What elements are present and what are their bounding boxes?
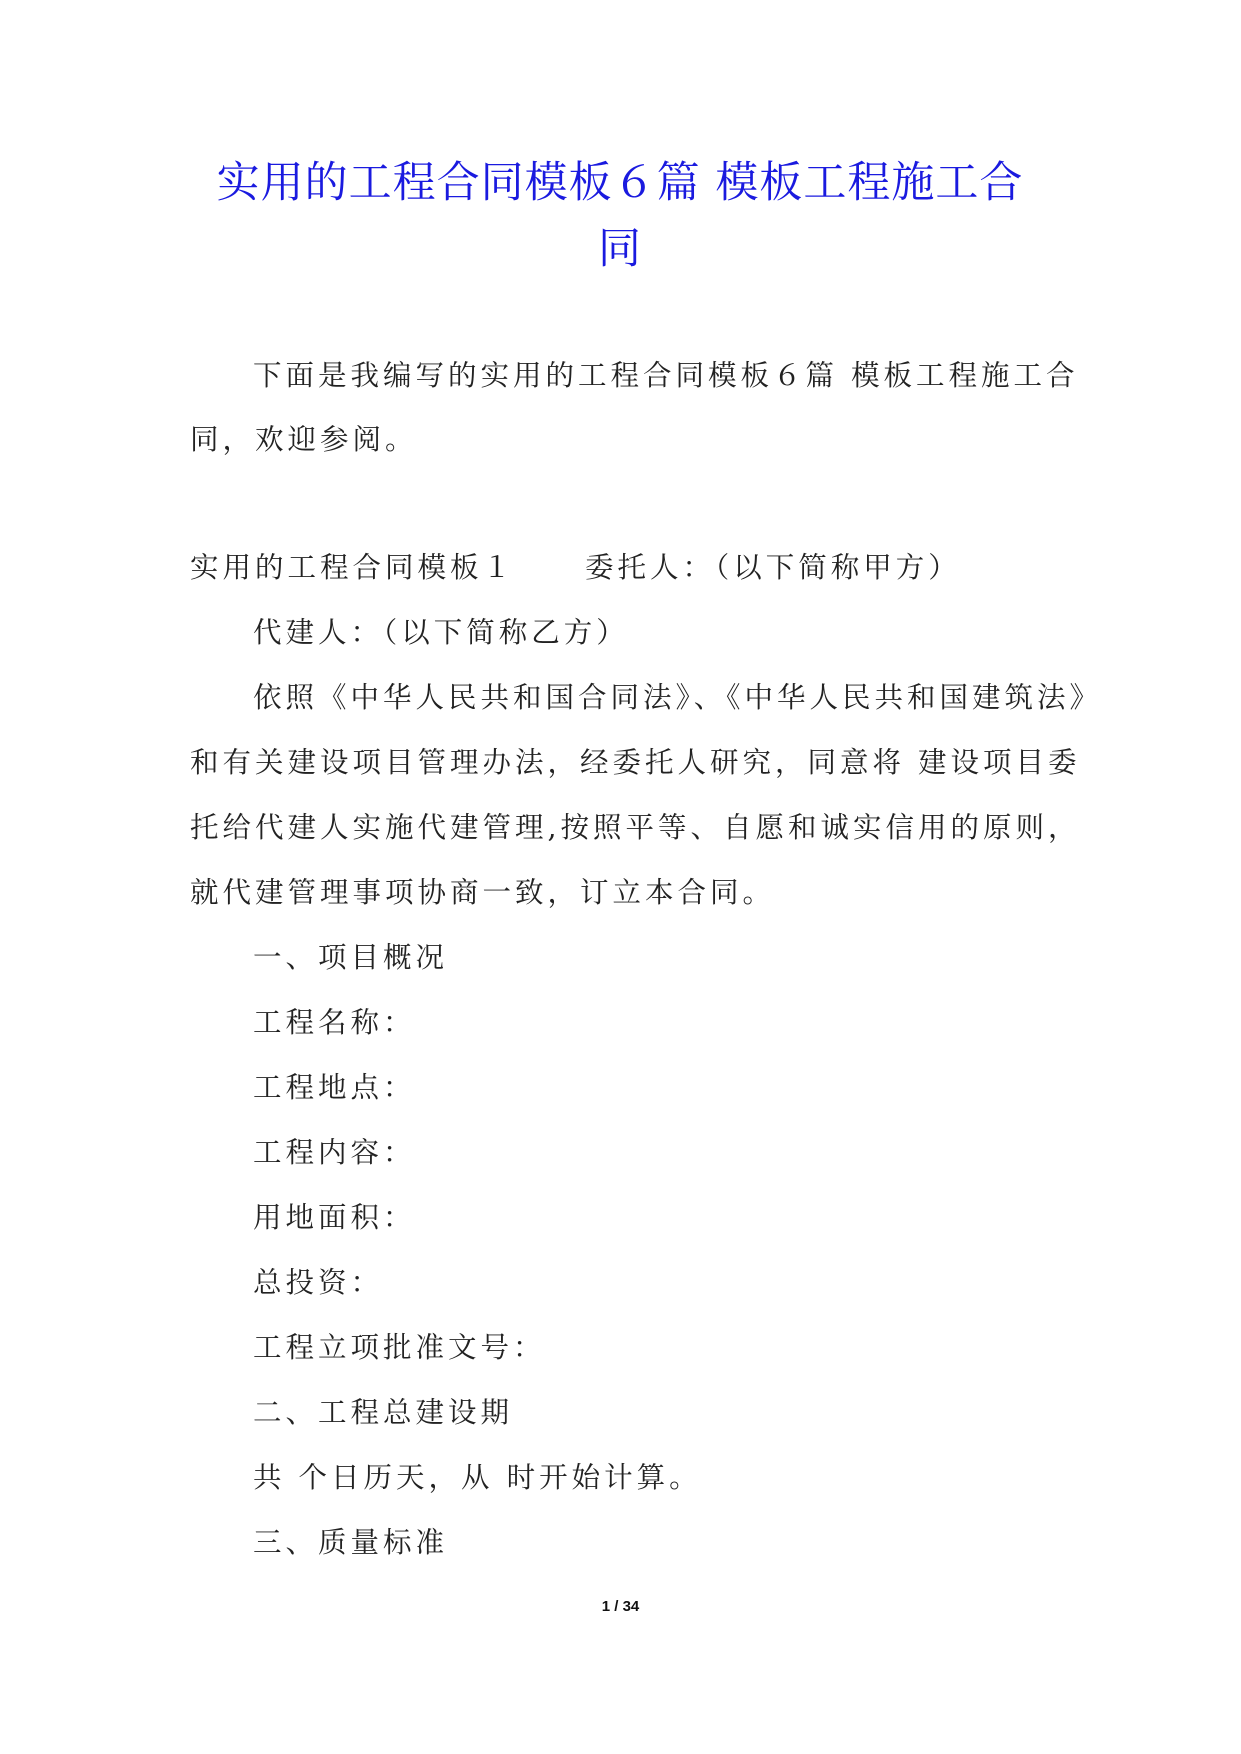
section-heading-row (190, 548, 961, 588)
section-heading: 实用的工程合同模板１ (190, 551, 516, 584)
field-project-location: 工程地点： (253, 1071, 416, 1104)
client-label: 委托人：（以下简称甲方） (585, 551, 961, 584)
paragraph-1-line-1: 依照《中华人民共和国合同法》、《中华人民共和国建筑法》 (253, 681, 1103, 714)
field-approval-number: 工程立项批准文号： (253, 1331, 546, 1364)
field-project-name: 工程名称： (253, 1006, 416, 1039)
schedule-text: 共 个日历天，从 时开始计算。 (253, 1461, 702, 1494)
field-project-content: 工程内容： (253, 1136, 416, 1169)
heading-project-overview: 一、项目概况 (253, 941, 449, 974)
paragraph-1-line-4: 就代建管理事项协商一致，订立本合同。 (190, 876, 776, 909)
field-total-investment: 总投资： (253, 1266, 384, 1299)
document-title-line-1: 实用的工程合同模板６篇 模板工程施工合 (216, 158, 1024, 208)
paragraph-1-line-3: 托给代建人实施代建管理,按照平等、自愿和诚实信用的原则， (190, 811, 1081, 844)
intro-line-1: 下面是我编写的实用的工程合同模板６篇 模板工程施工合 (253, 359, 1079, 392)
heading-construction-period: 二、工程总建设期 (253, 1396, 514, 1429)
heading-quality-standard: 三、质量标准 (253, 1526, 449, 1559)
intro-line-2: 同，欢迎参阅。 (190, 423, 418, 456)
paragraph-1-line-2: 和有关建设项目管理办法，经委托人研究，同意将 建设项目委 (190, 746, 1081, 779)
page-number: 1 / 34 (601, 1598, 640, 1615)
agent-label: 代建人：（以下简称乙方） (253, 616, 629, 649)
field-land-area: 用地面积： (253, 1201, 416, 1234)
document-title-line-2: 同 (598, 224, 642, 274)
